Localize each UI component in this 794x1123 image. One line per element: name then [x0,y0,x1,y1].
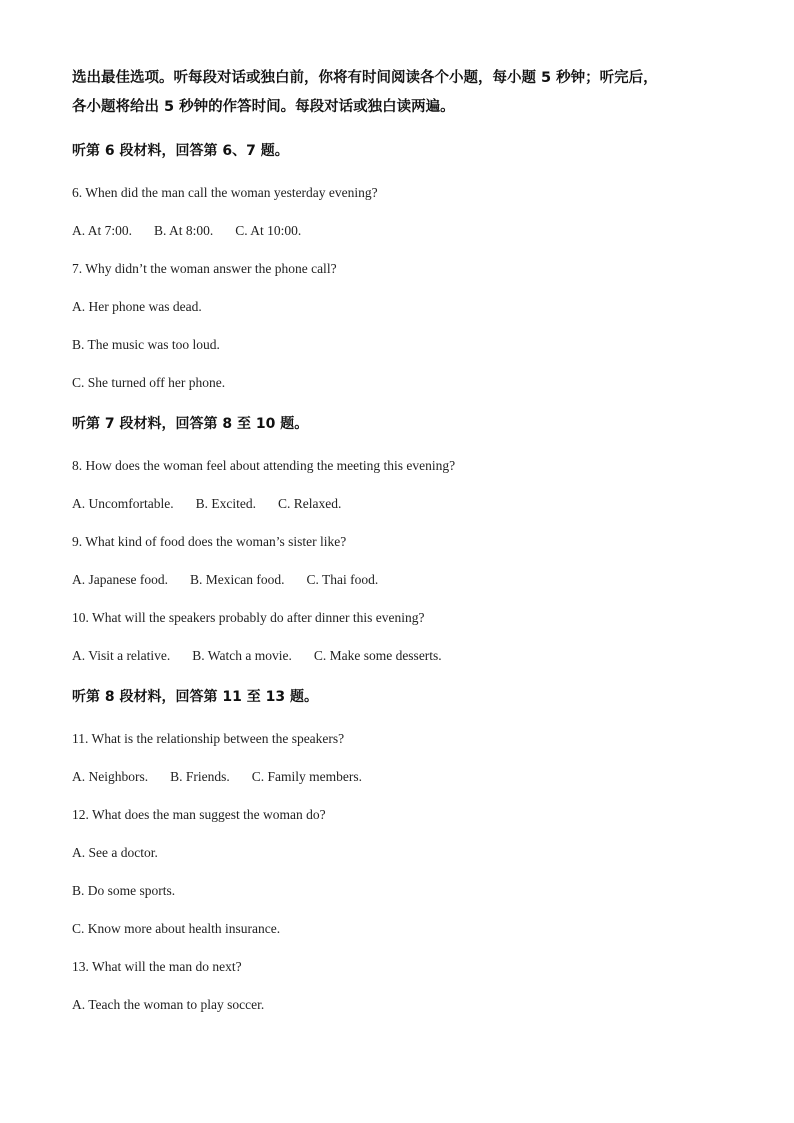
answer-option: B. Friends. [170,769,230,784]
instructions-paragraph [72,64,732,122]
question-stem: 8. How does the woman feel about attending the meeting this evening? [72,458,456,473]
answer-option: B. Mexican food. [189,572,285,587]
question-stem: 12. What does the man suggest the woman do? [72,807,326,822]
answer-option: B. The music was too loud. [72,337,220,352]
question-stem: 6. When did the man call the woman yesterday evening? [72,185,378,200]
answer-option: B. Excited. [195,496,256,511]
section-heading: 听第 6 段材料，回答第 6、7 题。 [72,143,289,159]
answer-option: B. At 8:00. [154,223,214,238]
answer-option: C. Relaxed. [277,496,342,511]
answer-option: A. Neighbors. [72,769,149,784]
answer-option: A. Visit a relative. [72,648,171,663]
question-stem: 13. What will the man do next? [72,959,242,974]
section-heading: 听第 8 段材料，回答第 11 至 13 题。 [72,689,318,705]
question-stem: 10. What will the speakers probably do after dinner this evening? [72,610,425,625]
answer-option: B. Do some sports. [72,883,176,898]
answer-option: C. She turned off her phone. [72,375,226,390]
answer-option: B. Watch a movie. [192,648,292,663]
question-stem: 11. What is the relationship between the speakers? [72,731,345,746]
section-heading: 听第 7 段材料，回答第 8 至 10 题。 [72,416,309,432]
instructions-line: 各小题将给出 5 秒钟的作答时间。每段对话或独白读两遍。 [72,99,455,115]
options-row [72,768,384,786]
options-row [72,647,464,665]
answer-option: A. Japanese food. [72,572,168,587]
question-stem: 7. Why didn’t the woman answer the phone call? [72,261,337,276]
answer-option: C. At 10:00. [235,223,302,238]
answer-option: C. Thai food. [306,572,379,587]
answer-option: C. Make some desserts. [313,648,442,663]
options-row [72,495,363,513]
instructions-line: 选出最佳选项。听每段对话或独白前，你将有时间阅读各个小题，每小题 5 秒钟；听完后， [72,70,658,86]
answer-option: A. See a doctor. [72,845,158,860]
answer-option: A. Her phone was dead. [72,299,202,314]
answer-option: C. Family members. [251,769,363,784]
answer-option: A. At 7:00. [72,223,133,238]
options-row [72,222,323,240]
answer-option: A. Uncomfortable. [72,496,174,511]
answer-option: C. Know more about health insurance. [72,921,281,936]
answer-option: A. Teach the woman to play soccer. [72,997,265,1012]
options-row [72,571,400,589]
question-stem: 9. What kind of food does the woman’s sister like? [72,534,347,549]
